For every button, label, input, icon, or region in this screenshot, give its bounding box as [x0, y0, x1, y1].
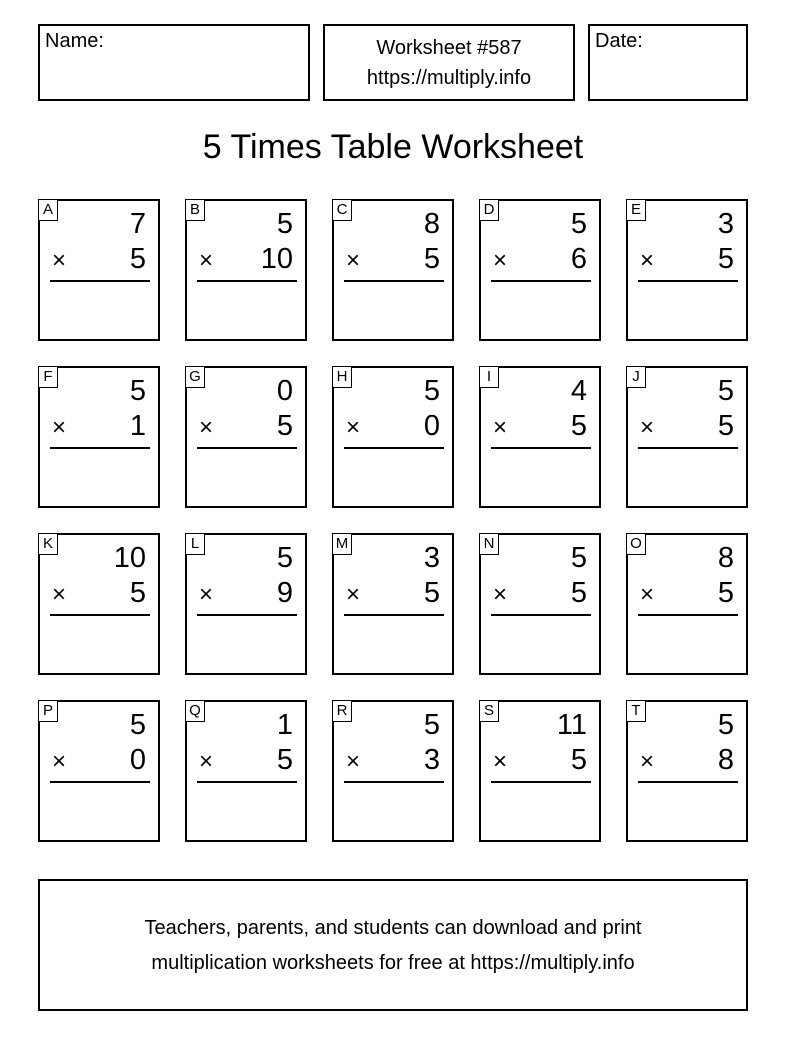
multiplier: 5 — [717, 577, 734, 609]
problem-card-b[interactable] — [185, 199, 307, 341]
times-sign: × — [346, 581, 361, 608]
multiplicand: 8 — [423, 208, 440, 240]
multiplicand: 3 — [717, 208, 734, 240]
answer-line — [50, 781, 150, 783]
multiplicand: 5 — [129, 375, 146, 407]
problem-letter: I — [479, 366, 499, 388]
problem-card-f[interactable] — [38, 366, 160, 508]
times-sign: × — [493, 581, 508, 608]
problem-card-j[interactable] — [626, 366, 748, 508]
problem-letter: N — [479, 533, 499, 555]
problem-letter: K — [38, 533, 58, 555]
problem-letter: Q — [185, 700, 205, 722]
multiplicand: 8 — [717, 542, 734, 574]
multiplier: 10 — [260, 243, 293, 275]
times-sign: × — [199, 414, 214, 441]
answer-line — [344, 280, 444, 282]
problem-card-e[interactable] — [626, 199, 748, 341]
multiplier: 6 — [570, 243, 587, 275]
problem-card-i[interactable] — [479, 366, 601, 508]
problem-card-k[interactable] — [38, 533, 160, 675]
problem-card-q[interactable] — [185, 700, 307, 842]
answer-line — [491, 280, 591, 282]
problem-letter: H — [332, 366, 352, 388]
page-title: 5 Times Table Worksheet — [202, 128, 584, 166]
problem-letter: O — [626, 533, 646, 555]
times-sign: × — [493, 748, 508, 775]
date-field-box[interactable] — [588, 24, 748, 101]
answer-line — [638, 781, 738, 783]
problem-card-m[interactable] — [332, 533, 454, 675]
multiplier: 8 — [717, 744, 734, 776]
problem-card-l[interactable] — [185, 533, 307, 675]
problem-card-r[interactable] — [332, 700, 454, 842]
multiplier: 5 — [129, 577, 146, 609]
problem-letter: L — [185, 533, 205, 555]
answer-line — [344, 781, 444, 783]
answer-line — [491, 447, 591, 449]
times-sign: × — [640, 247, 655, 274]
problem-card-c[interactable] — [332, 199, 454, 341]
multiplier: 5 — [570, 577, 587, 609]
times-sign: × — [346, 414, 361, 441]
problem-letter: A — [38, 199, 58, 221]
problem-card-d[interactable] — [479, 199, 601, 341]
problem-letter: P — [38, 700, 58, 722]
multiplier: 0 — [423, 410, 440, 442]
times-sign: × — [199, 581, 214, 608]
multiplicand: 3 — [423, 542, 440, 574]
problem-card-n[interactable] — [479, 533, 601, 675]
times-sign: × — [640, 414, 655, 441]
problem-letter: F — [38, 366, 58, 388]
problem-card-t[interactable] — [626, 700, 748, 842]
multiplier: 5 — [129, 243, 146, 275]
problem-letter: B — [185, 199, 205, 221]
footer-box — [38, 879, 748, 1011]
multiplicand: 1 — [276, 709, 293, 741]
problem-card-p[interactable] — [38, 700, 160, 842]
multiplicand: 5 — [423, 709, 440, 741]
answer-line — [197, 614, 297, 616]
problem-letter: S — [479, 700, 499, 722]
answer-line — [50, 447, 150, 449]
multiplier: 5 — [717, 243, 734, 275]
times-sign: × — [640, 748, 655, 775]
multiplier: 0 — [129, 744, 146, 776]
answer-line — [50, 280, 150, 282]
problem-card-o[interactable] — [626, 533, 748, 675]
answer-line — [344, 447, 444, 449]
problem-letter: G — [185, 366, 205, 388]
multiplier: 5 — [717, 410, 734, 442]
multiplicand: 7 — [129, 208, 146, 240]
answer-line — [638, 614, 738, 616]
times-sign: × — [493, 247, 508, 274]
times-sign: × — [52, 581, 67, 608]
multiplicand: 5 — [570, 208, 587, 240]
multiplicand: 5 — [423, 375, 440, 407]
worksheet-number: Worksheet #587 — [376, 37, 522, 59]
answer-line — [197, 447, 297, 449]
multiplicand: 10 — [113, 542, 146, 574]
problem-letter: J — [626, 366, 646, 388]
times-sign: × — [346, 247, 361, 274]
name-label: Name: — [45, 30, 104, 52]
multiplier: 1 — [129, 410, 146, 442]
multiplicand: 5 — [717, 375, 734, 407]
worksheet-url: https://multiply.info — [366, 67, 532, 89]
multiplicand: 0 — [276, 375, 293, 407]
answer-line — [344, 614, 444, 616]
times-sign: × — [493, 414, 508, 441]
multiplicand: 5 — [276, 208, 293, 240]
multiplier: 5 — [570, 744, 587, 776]
answer-line — [197, 781, 297, 783]
answer-line — [638, 280, 738, 282]
times-sign: × — [199, 247, 214, 274]
multiplier: 5 — [423, 243, 440, 275]
date-label: Date: — [595, 30, 643, 52]
multiplicand: 4 — [570, 375, 587, 407]
multiplier: 5 — [423, 577, 440, 609]
multiplicand: 5 — [570, 542, 587, 574]
problem-letter: C — [332, 199, 352, 221]
answer-line — [491, 781, 591, 783]
times-sign: × — [52, 247, 67, 274]
worksheet-info-box — [323, 24, 575, 101]
name-field-box[interactable] — [38, 24, 310, 101]
answer-line — [197, 280, 297, 282]
multiplicand: 5 — [717, 709, 734, 741]
times-sign: × — [346, 748, 361, 775]
footer-text-line-1: Teachers, parents, and students can download and print — [144, 917, 642, 939]
multiplier: 9 — [276, 577, 293, 609]
problem-card-h[interactable] — [332, 366, 454, 508]
problem-letter: D — [479, 199, 499, 221]
multiplicand: 5 — [129, 709, 146, 741]
problem-card-g[interactable] — [185, 366, 307, 508]
times-sign: × — [52, 414, 67, 441]
multiplier: 3 — [423, 744, 440, 776]
problem-card-a[interactable] — [38, 199, 160, 341]
times-sign: × — [52, 748, 67, 775]
problem-letter: T — [626, 700, 646, 722]
answer-line — [491, 614, 591, 616]
times-sign: × — [199, 748, 214, 775]
footer-text-line-2: multiplication worksheets for free at https://multiply.info — [151, 952, 635, 974]
answer-line — [638, 447, 738, 449]
problem-letter: R — [332, 700, 352, 722]
problem-letter: M — [332, 533, 352, 555]
answer-line — [50, 614, 150, 616]
multiplier: 5 — [276, 744, 293, 776]
multiplier: 5 — [276, 410, 293, 442]
multiplier: 5 — [570, 410, 587, 442]
times-sign: × — [640, 581, 655, 608]
problem-card-s[interactable] — [479, 700, 601, 842]
multiplicand: 5 — [276, 542, 293, 574]
problem-letter: E — [626, 199, 646, 221]
multiplicand: 11 — [556, 709, 587, 741]
